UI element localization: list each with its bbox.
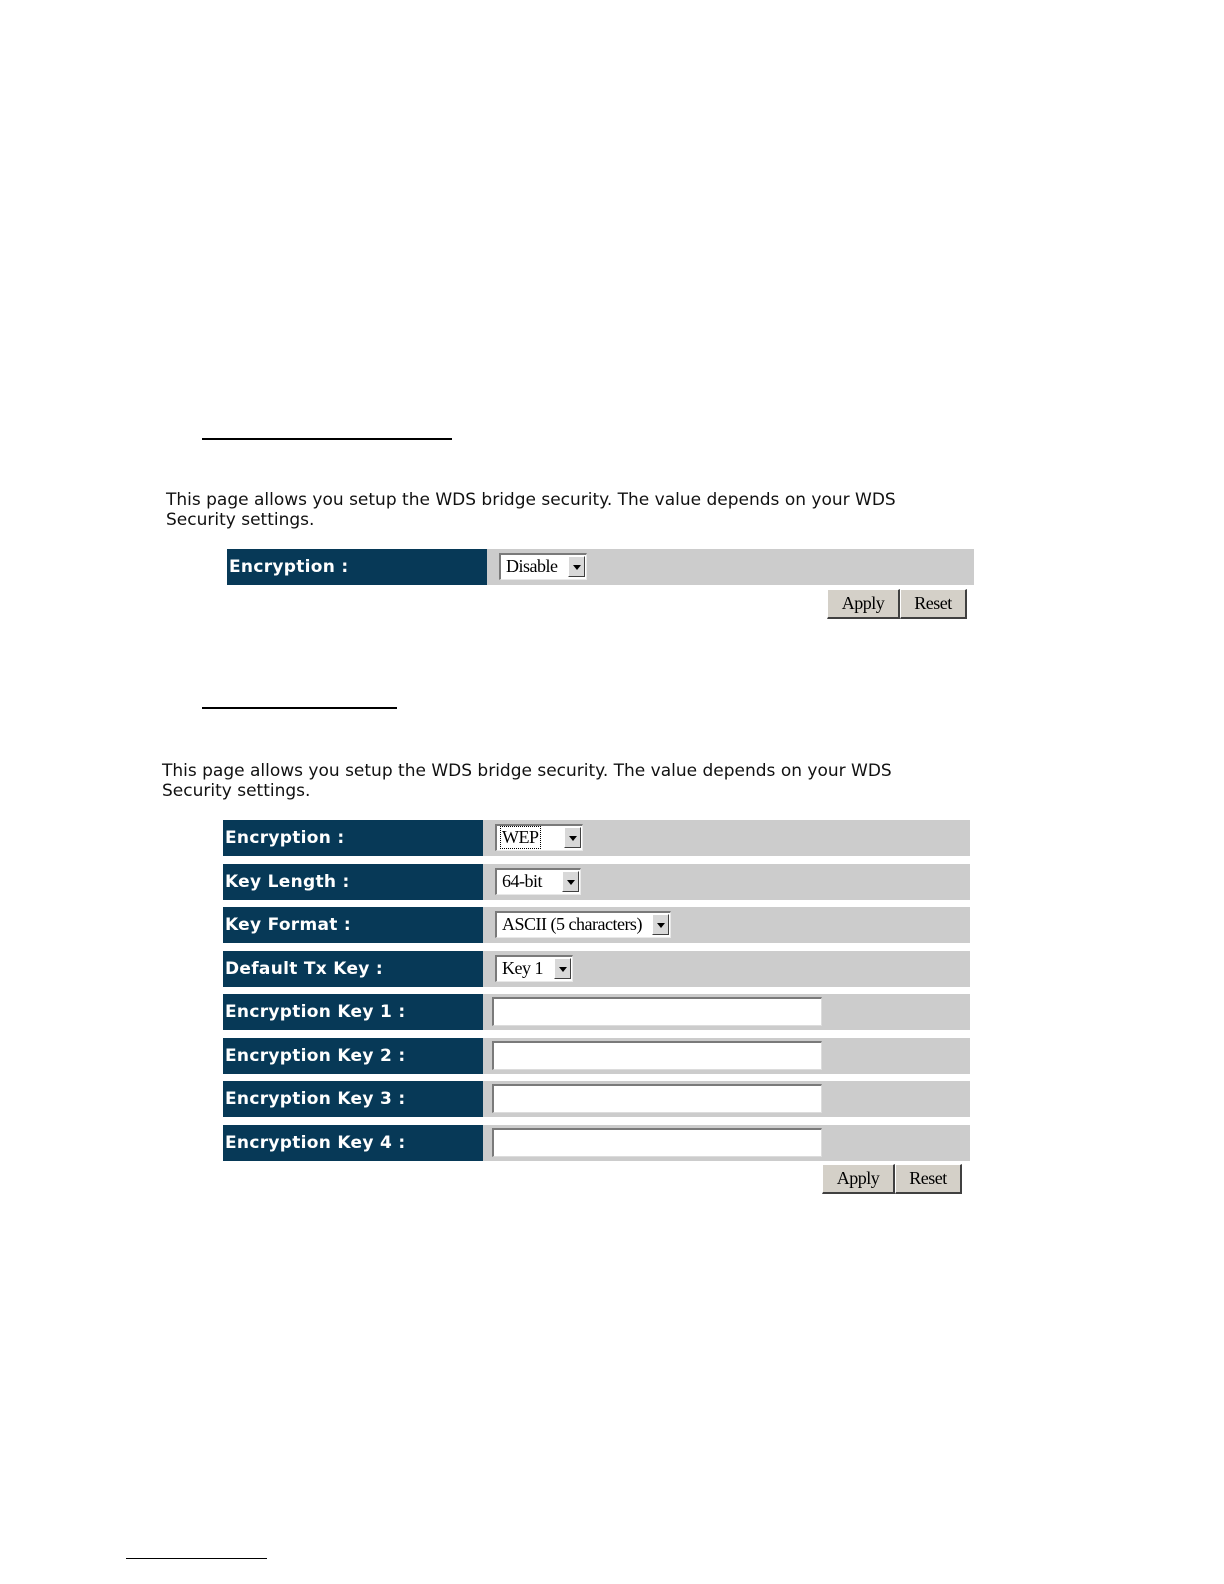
encryption-key-1-input[interactable] [492,997,822,1026]
key-length-select-value: 64-bit [502,871,542,891]
wds-security-description: This page allows you setup the WDS bridge security. The value depends on your WDS Security settings. [162,761,892,801]
encryption-key-4-input[interactable] [492,1128,822,1157]
key-length-select[interactable] [495,868,581,895]
key-format-select-value: ASCII (5 characters) [502,914,642,934]
encryption-key-2-row [223,1038,970,1074]
encryption-row [227,549,974,585]
footer-rule [126,1558,267,1559]
encryption-key-2-input[interactable] [492,1041,822,1070]
encryption-select[interactable] [495,824,583,851]
encryption-key-1-row [223,994,970,1030]
encryption-key-3-input[interactable] [492,1084,822,1113]
encryption-key-2-label: Encryption Key 2 : [223,1038,483,1074]
default-tx-key-row [223,951,970,987]
section-rule-2 [202,707,397,709]
default-tx-key-label: Default Tx Key : [223,951,483,987]
encryption-label: Encryption : [223,820,483,856]
encryption-select[interactable] [499,553,587,580]
reset-button[interactable]: Reset [895,1164,962,1194]
reset-button[interactable]: Reset [900,589,967,619]
dropdown-arrow-icon[interactable] [562,871,579,892]
key-format-select[interactable] [495,911,671,938]
encryption-label: Encryption : [227,549,487,585]
encryption-key-3-label: Encryption Key 3 : [223,1081,483,1117]
key-length-row [223,864,970,900]
dropdown-arrow-icon[interactable] [652,914,669,935]
encryption-key-4-label: Encryption Key 4 : [223,1125,483,1161]
encryption-key-1-label: Encryption Key 1 : [223,994,483,1030]
dropdown-arrow-icon[interactable] [554,958,571,979]
default-tx-key-select-value: Key 1 [502,958,543,978]
key-format-label: Key Format : [223,907,483,943]
dropdown-arrow-icon[interactable] [564,827,581,848]
encryption-key-4-row [223,1125,970,1161]
encryption-select-value: WEP [502,827,539,847]
section-rule-1 [202,438,452,440]
default-tx-key-select[interactable] [495,955,573,982]
encryption-select-value: Disable [506,556,558,576]
encryption-row [223,820,970,856]
encryption-key-3-row [223,1081,970,1117]
key-length-label: Key Length : [223,864,483,900]
dropdown-arrow-icon[interactable] [568,556,585,577]
apply-button[interactable]: Apply [827,589,900,619]
apply-button[interactable]: Apply [822,1164,895,1194]
wds-security-description: This page allows you setup the WDS bridge security. The value depends on your WDS Security settings. [166,490,896,530]
key-format-row [223,907,970,943]
